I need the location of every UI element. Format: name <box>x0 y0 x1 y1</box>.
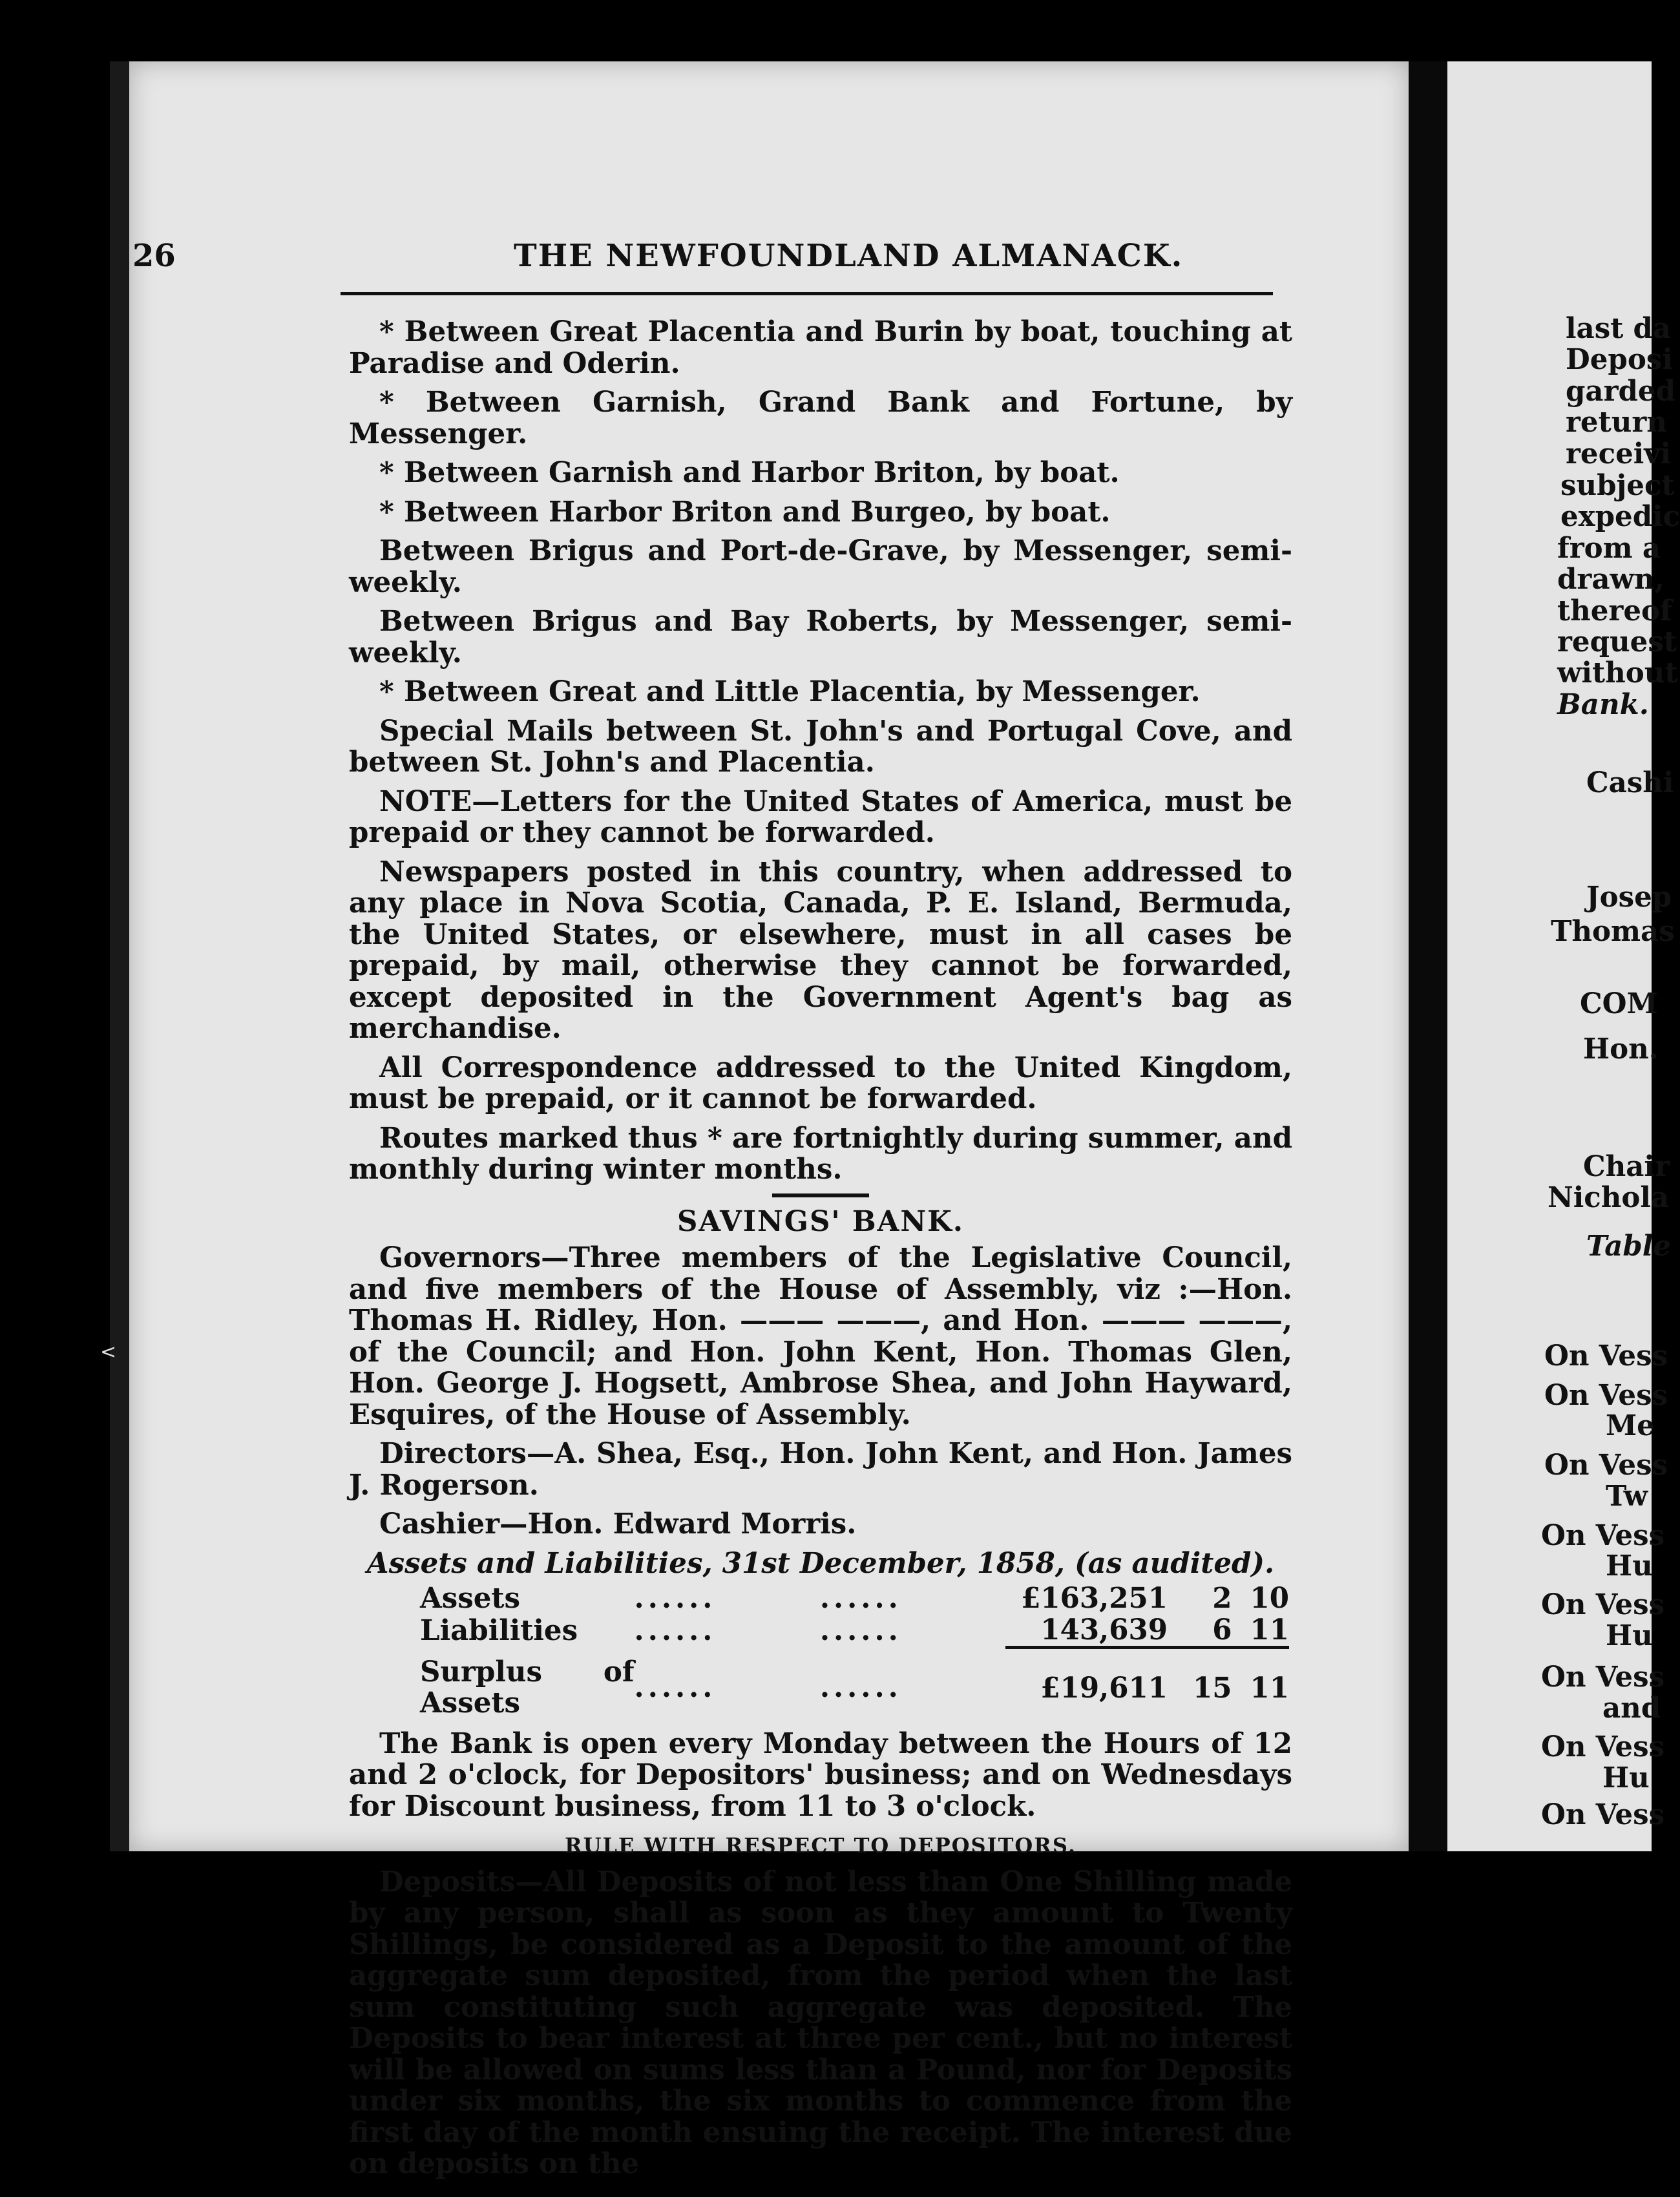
assets-heading: Assets and Liabilities, 31st December, 1858, (as audited). <box>366 1546 1275 1580</box>
facing-page-fragment: On Vess <box>1541 1588 1665 1621</box>
table-row <box>420 1583 1289 1615</box>
account-label: Liabilities <box>420 1614 578 1647</box>
account-label: Assets <box>420 1582 520 1615</box>
facing-page-fragment: On Vess <box>1544 1340 1668 1372</box>
note-paragraph: Routes marked thus * are fortnightly during summer, and monthly during winter months. <box>349 1121 1292 1186</box>
page-body <box>349 317 1292 2188</box>
facing-page-fragment: Deposi <box>1566 343 1673 376</box>
pence-value: 11 <box>1250 1613 1289 1646</box>
facing-page-fragment: On Vess <box>1544 1379 1668 1412</box>
deposits-paragraph: Deposits—All Deposits of not less than One Shilling made by any person, shall as soon as they amount to Twenty Shillings, be considered as a Deposit to the amount of the aggregate sum deposited, from the period when the last sum constituting such aggregate was deposited. The Deposits to bear interest at three per cent., but no interest will be allowed on sums less than a Pound, nor for Deposits under six months, the six months to commence from the first day of the month ensuing the receipt. The interest due on deposits on the <box>349 1865 1292 2180</box>
shillings-value: 2 <box>1212 1582 1232 1615</box>
route-line: Between Brigus and Bay Roberts, by Messenger, semi-weekly. <box>349 605 1292 669</box>
cashier-line: Cashier—Hon. Edward Morris. <box>379 1508 857 1540</box>
facing-page-fragment: subject <box>1560 469 1675 502</box>
facing-page-fragment: Hon. <box>1583 1033 1659 1066</box>
governors-paragraph: Governors—Three members of the Legislative Council, and five members of the House of Assembly, viz :—Hon. Thomas H. Ridley, Hon. ——— ———, and Hon. ——— ———, of the Council; and Hon. John Kent, Hon. Thomas Glen, Hon. George J. Hogsett, Ambrose Shea, and John Hayward, Esquires, of the House of Assembly. <box>349 1241 1292 1431</box>
facing-page-fragment: last da <box>1566 312 1672 345</box>
route-line: * Between Harbor Briton and Burgeo, by boat. <box>379 495 1111 529</box>
facing-page-fragment: thereof <box>1557 594 1672 627</box>
facing-page-fragment: drawn, <box>1557 563 1664 596</box>
note-paragraph: NOTE—Letters for the United States of America, must be prepaid or they cannot be forwarded. <box>349 784 1292 849</box>
table-row <box>420 1615 1289 1648</box>
facing-page-fragment: and <box>1602 1692 1661 1725</box>
facing-page-fragment: expedic <box>1560 500 1680 533</box>
route-line: Between Brigus and Port-de-Grave, by Messenger, semi-weekly. <box>349 534 1292 599</box>
facing-page-fragment: On Vess <box>1541 1519 1665 1552</box>
route-line: * Between Great and Little Placentia, by Messenger. <box>379 675 1201 708</box>
book-spine <box>1409 61 1447 1851</box>
note-paragraph: All Correspondence addressed to the United Kingdom, must be prepaid, or it cannot be forwarded. <box>349 1051 1292 1115</box>
pounds-value: £19,611 <box>1005 1648 1168 1719</box>
facing-page-fragment: Hu <box>1602 1761 1650 1794</box>
section-divider <box>772 1193 869 1197</box>
page-number: 26 <box>132 238 176 274</box>
facing-page-fragment: Hu <box>1606 1550 1653 1582</box>
leader-dots: ...... <box>634 1614 717 1647</box>
accounts-table <box>420 1583 1289 1719</box>
facing-page-fragment: from a <box>1557 532 1661 565</box>
facing-page-fragment: without <box>1557 657 1678 689</box>
note-paragraph: Newspapers posted in this country, when addressed to any place in Nova Scotia, Canada, P. E. Island, Bermuda, the United States, or elsewhere, must in all cases be prepaid, by mail, otherwise they cannot be forwarded, except deposited in the Government Agent's bag as merchandise. <box>349 855 1292 1045</box>
pence-value: 10 <box>1250 1582 1289 1615</box>
left-margin-edge <box>110 61 129 1851</box>
account-label: Surplus of Assets <box>420 1655 635 1719</box>
pounds-value: 143,639 <box>1040 1613 1168 1646</box>
leader-dots: ...... <box>819 1614 902 1647</box>
leader-dots: ...... <box>634 1670 717 1704</box>
facing-page-fragment: On Vess <box>1541 1661 1665 1694</box>
directors-paragraph: Directors—A. Shea, Esq., Hon. John Kent, and Hon. James J. Rogerson. <box>349 1437 1292 1502</box>
facing-page-fragment: Chair <box>1583 1150 1670 1183</box>
facing-page-fragment: Bank. <box>1557 688 1649 721</box>
route-line: * Between Garnish, Grand Bank and Fortune, by Messenger. <box>349 386 1292 450</box>
margin-mark: < <box>100 1341 117 1363</box>
facing-page-fragment: Josep <box>1586 881 1672 914</box>
facing-page-fragment: return <box>1566 406 1667 439</box>
facing-page-fragment: On Vess <box>1541 1798 1665 1831</box>
facing-page-fragment: receivi <box>1566 437 1672 470</box>
shillings-value: 15 <box>1168 1648 1232 1719</box>
facing-page-fragment: request <box>1557 625 1677 658</box>
pence-value: 11 <box>1232 1648 1289 1719</box>
facing-page-fragment: Cashi <box>1586 766 1674 799</box>
pounds-value: £163,251 <box>1021 1582 1168 1615</box>
route-line: * Between Great Placentia and Burin by boat, touching at Paradise and Oderin. <box>349 315 1292 380</box>
facing-page-fragment: garded <box>1566 375 1676 408</box>
shillings-value: 6 <box>1212 1613 1232 1646</box>
facing-page-fragment: Me <box>1606 1409 1655 1442</box>
facing-page-fragment: Nichola <box>1548 1181 1670 1214</box>
route-line: * Between Garnish and Harbor Briton, by boat. <box>379 456 1120 489</box>
subsection-heading: RULE WITH RESPECT TO DEPOSITORS. <box>565 1833 1076 1858</box>
header-rule <box>341 292 1273 295</box>
facing-page-fragment: Tw <box>1606 1480 1648 1513</box>
hours-paragraph: The Bank is open every Monday between the Hours of 12 and 2 o'clock, for Depositors' business; and on Wednesdays for Discount business, from 11 to 3 o'clock. <box>349 1727 1292 1823</box>
facing-page-fragment: On Vess <box>1544 1449 1668 1482</box>
facing-page-fragment: COM <box>1580 987 1658 1020</box>
leader-dots: ...... <box>819 1582 902 1615</box>
leader-dots: ...... <box>819 1670 902 1704</box>
table-row-total <box>420 1648 1289 1719</box>
section-heading: SAVINGS' BANK. <box>677 1204 965 1238</box>
running-title: THE NEWFOUNDLAND ALMANACK. <box>514 238 1184 274</box>
facing-page-fragment: Thomas <box>1551 915 1675 948</box>
facing-page-fragment: Table <box>1586 1230 1672 1263</box>
facing-page-fragment: Hu <box>1606 1619 1653 1652</box>
leader-dots: ...... <box>634 1582 717 1615</box>
route-line: Special Mails between St. John's and Portugal Cove, and between St. John's and Placentia. <box>349 714 1292 779</box>
facing-page-fragment: On Vess <box>1541 1730 1665 1763</box>
